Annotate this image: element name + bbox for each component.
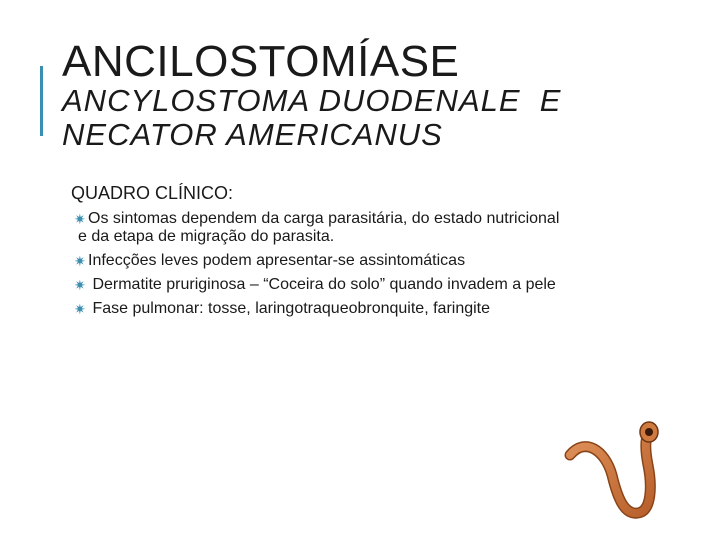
slide-subtitle: [62, 84, 561, 152]
bullet-text: Dermatite pruriginosa – “Coceira do solo” quando invadem a pele: [88, 276, 556, 293]
sun-star-icon: ✷: [74, 277, 86, 293]
bullet-text: Os sintomas dependem da carga parasitária, do estado nutricional: [88, 210, 560, 227]
list-item: [74, 210, 674, 246]
bullet-text: Fase pulmonar: tosse, laringotraqueobronquite, faringite: [88, 300, 491, 317]
sun-star-icon: ✷: [74, 301, 86, 317]
list-item: [74, 300, 674, 318]
title-accent-bar: [40, 66, 43, 136]
hookworm-illustration: [560, 415, 680, 525]
bullet-text-continued: e da etapa de migração do parasita.: [78, 228, 335, 245]
subtitle-line-2: NECATOR AMERICANUS: [62, 117, 443, 152]
subtitle-line-1: ANCYLOSTOMA DUODENALE E: [62, 83, 562, 118]
sun-star-icon: ✷: [74, 253, 86, 269]
bullet-list: [74, 210, 674, 324]
list-item: [74, 276, 674, 294]
list-item: [74, 252, 674, 270]
section-heading: QUADRO CLÍNICO:: [71, 183, 234, 203]
sun-star-icon: ✷: [74, 211, 86, 227]
bullet-text: Infecções leves podem apresentar-se assintomáticas: [88, 252, 466, 269]
slide-title: ANCILOSTOMÍASE: [62, 37, 460, 86]
